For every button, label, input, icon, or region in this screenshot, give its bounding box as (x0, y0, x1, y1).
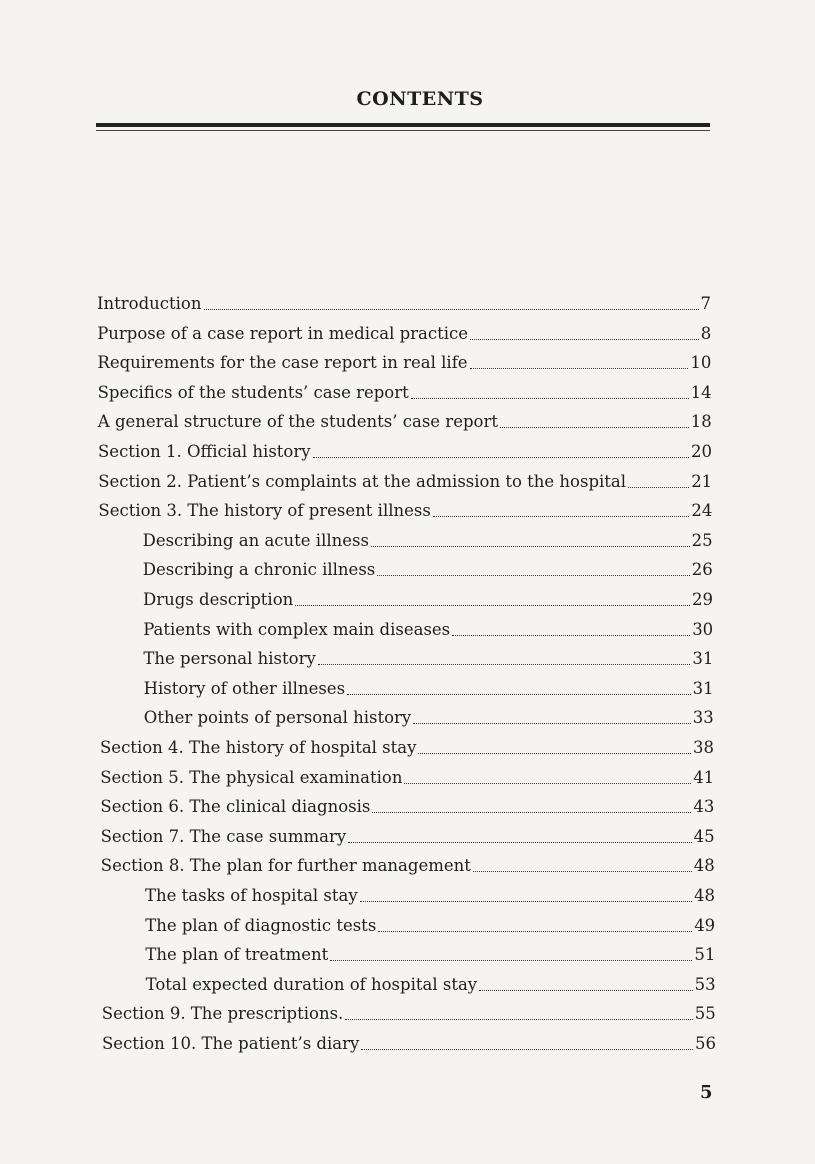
toc-entry (100, 737, 714, 759)
toc-dot-leader (628, 487, 689, 488)
toc-entry-page: 38 (693, 738, 714, 757)
toc-entry-label: Describing an acute illness (142, 530, 369, 550)
toc-dot-leader (371, 546, 690, 547)
toc-entry (98, 411, 712, 433)
toc-entry-page: 7 (700, 294, 711, 313)
toc-entry-page: 53 (694, 974, 716, 994)
toc-entry-label: Section 6. The clinical diagnosis (100, 797, 371, 817)
toc-entry (145, 915, 715, 937)
toc-entry-page: 8 (700, 323, 712, 343)
toc-entry-label: Introduction (97, 294, 202, 313)
toc-dot-leader (500, 427, 689, 428)
toc-entry (97, 293, 711, 315)
toc-entry-page: 51 (694, 945, 716, 965)
toc-entry (97, 323, 711, 345)
toc-entry-page: 31 (692, 649, 714, 669)
toc-dot-leader (378, 931, 692, 932)
toc-dot-leader (470, 368, 689, 369)
toc-entry (98, 382, 712, 404)
toc-entry-page: 14 (690, 382, 712, 402)
toc-dot-leader (452, 635, 690, 636)
toc-entry (98, 500, 712, 522)
toc-entry-label: Total expected duration of hospital stay (145, 974, 478, 994)
toc-entry-label: History of other illneses (143, 678, 346, 698)
toc-entry (100, 767, 714, 789)
toc-entry-page: 48 (693, 856, 715, 876)
toc-entry-page: 56 (695, 1034, 716, 1053)
toc-entry-page: 33 (692, 708, 714, 728)
toc-entry-label: Section 7. The case summary (100, 826, 347, 846)
toc-entry-label: The personal history (143, 649, 316, 669)
toc-dot-leader (347, 694, 691, 695)
toc-entry (101, 855, 715, 877)
toc-entry-page: 26 (691, 560, 713, 580)
toc-entry-label: Section 3. The history of present illness (98, 501, 431, 521)
toc-entry (143, 648, 713, 670)
toc-dot-leader (372, 812, 691, 813)
toc-entry-label: Drugs description (143, 590, 294, 609)
toc-entry-page: 29 (692, 590, 713, 609)
toc-entry-page: 55 (694, 1004, 716, 1024)
toc-dot-leader (418, 753, 691, 754)
toc-entry-label: Section 8. The plan for further management (100, 856, 471, 876)
toc-entry-page: 10 (690, 353, 712, 373)
toc-entry-label: Section 4. The history of hospital stay (100, 738, 417, 757)
toc-entry-label: Requirements for the case report in real life (97, 353, 468, 373)
toc-dot-leader (204, 309, 699, 310)
toc-entry (143, 589, 713, 611)
toc-entry (143, 530, 713, 552)
page-title: CONTENTS (356, 88, 484, 110)
toc-dot-leader (345, 1019, 693, 1020)
toc-entry-label: Section 2. Patient’s complaints at the admission to the hospital (98, 471, 627, 491)
toc-entry-label: Section 10. The patient’s diary (102, 1034, 360, 1053)
toc-entry (144, 678, 714, 700)
toc-entry-page: 45 (693, 826, 715, 846)
toc-entry-label: Section 9. The prescriptions. (101, 1004, 344, 1024)
toc-entry-page: 31 (692, 678, 714, 698)
toc-entry-page: 43 (693, 797, 715, 817)
toc-dot-leader (404, 783, 691, 784)
toc-entry-label: Other points of personal history (143, 708, 412, 728)
toc-entry-page: 48 (694, 886, 715, 905)
toc-entry-label: Describing a chronic illness (142, 560, 376, 580)
toc-entry (98, 441, 712, 463)
toc-dot-leader (473, 871, 692, 872)
toc-entry (102, 1033, 716, 1055)
toc-entry-label: A general structure of the students’ case report (97, 412, 498, 432)
toc-dot-leader (330, 960, 692, 961)
toc-entry (100, 796, 714, 818)
toc-entry (143, 559, 713, 581)
toc-entry-label: Patients with complex main diseases (143, 619, 451, 639)
toc-entry-label: Section 1. Official history (98, 442, 311, 461)
toc-entry-label: Purpose of a case report in medical practice (97, 323, 469, 343)
toc-dot-leader (318, 664, 691, 665)
toc-dot-leader (433, 516, 690, 517)
toc-entry-page: 24 (691, 501, 713, 521)
toc-dot-leader (295, 605, 690, 606)
toc-entry-label: Section 5. The physical examination (100, 767, 403, 787)
toc-dot-leader (470, 339, 699, 340)
toc-dot-leader (348, 842, 691, 843)
toc-entry-page: 41 (693, 767, 715, 787)
toc-entry-label: The plan of treatment (145, 945, 329, 965)
toc-entry (145, 885, 715, 907)
toc-dot-leader (413, 723, 691, 724)
toc-entry (97, 352, 711, 374)
toc-entry-page: 25 (691, 530, 713, 550)
toc-dot-leader (361, 1049, 693, 1050)
toc-dot-leader (377, 575, 690, 576)
toc-entry-page: 20 (691, 442, 712, 461)
toc-entry-page: 21 (691, 471, 713, 491)
toc-entry-label: The plan of diagnostic tests (145, 915, 377, 935)
title-rule-thin (96, 130, 710, 131)
toc-entry (146, 974, 716, 996)
toc-dot-leader (479, 990, 692, 991)
toc-entry-label: The tasks of hospital stay (145, 886, 358, 905)
page-number: 5 (700, 1082, 713, 1103)
toc-dot-leader (411, 398, 689, 399)
toc-entry-page: 18 (690, 412, 712, 432)
toc-entry (144, 707, 714, 729)
toc-entry (101, 826, 715, 848)
toc-entry (143, 619, 713, 641)
toc-dot-leader (313, 457, 689, 458)
toc-dot-leader (360, 901, 692, 902)
toc-entry-label: Specifics of the students’ case report (97, 382, 409, 402)
toc-entry (98, 471, 712, 493)
title-rule-thick (96, 123, 710, 127)
toc-entry-page: 30 (692, 619, 714, 639)
toc-entry-page: 49 (694, 915, 716, 935)
toc-entry (102, 1003, 716, 1025)
toc-entry (145, 944, 715, 966)
